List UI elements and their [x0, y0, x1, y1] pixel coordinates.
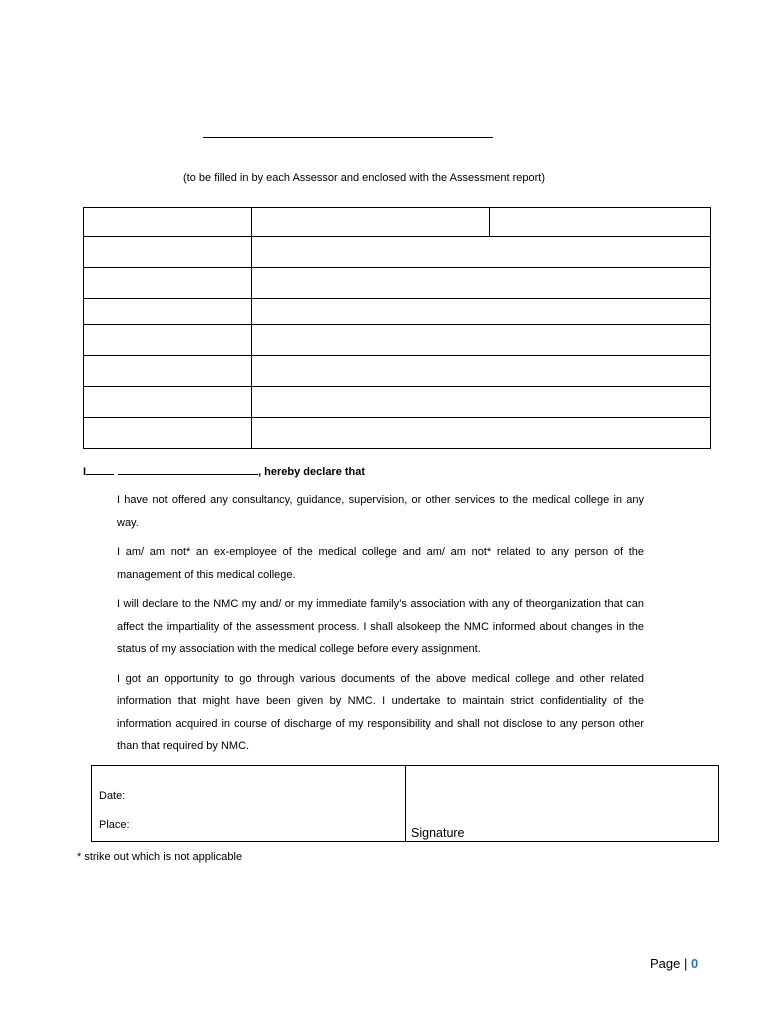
declaration-heading: [83, 464, 365, 478]
footnote: * strike out which is not applicable: [77, 851, 243, 863]
declaration-prefix: I: [83, 466, 87, 478]
date-label: Date:: [99, 790, 126, 802]
page-number-footer: [650, 956, 698, 971]
declaration-suffix: , hereby declare that: [258, 466, 366, 478]
assessor-info-table: [83, 207, 711, 449]
table-cell[interactable]: [490, 208, 711, 237]
declaration-paragraph: I have not offered any consultancy, guidance, supervision, or other services to the medical college in any way.: [117, 494, 644, 529]
table-row: [84, 387, 711, 418]
table-cell[interactable]: [84, 299, 252, 325]
table-cell[interactable]: [84, 237, 252, 268]
title-blank-line: [203, 137, 493, 138]
signature-table: [91, 765, 719, 842]
declaration-paragraph: I am/ am not* an ex-employee of the medical college and am/ am not* related to any person of the management of this medical college.: [117, 546, 644, 581]
table-cell[interactable]: [252, 268, 711, 299]
table-cell[interactable]: [84, 268, 252, 299]
table-row: [84, 418, 711, 449]
table-row: [84, 325, 711, 356]
declaration-paragraph: I will declare to the NMC my and/ or my immediate family’s association with any of theorganization that can affect the impartiality of the assessment process. I shall alsokeep the NMC informed about changes in the status of my association with the medical college before every assignment.: [117, 598, 644, 655]
signature-cell[interactable]: [406, 766, 719, 842]
table-cell[interactable]: [84, 387, 252, 418]
name-blank[interactable]: [118, 464, 258, 475]
name-blank-short[interactable]: [86, 464, 114, 475]
table-cell[interactable]: [252, 387, 711, 418]
table-cell[interactable]: [252, 299, 711, 325]
page-number: 0: [690, 956, 699, 971]
table-cell[interactable]: [252, 356, 711, 387]
table-cell[interactable]: [252, 418, 711, 449]
signature-label: Signature: [411, 826, 465, 840]
page-label: Page |: [650, 956, 691, 971]
form-subtitle: (to be filled in by each Assessor and enclosed with the Assessment report): [183, 172, 545, 184]
table-cell[interactable]: [84, 325, 252, 356]
table-cell[interactable]: [252, 208, 490, 237]
table-cell[interactable]: [84, 418, 252, 449]
table-cell[interactable]: [252, 325, 711, 356]
declaration-body: [117, 489, 644, 765]
table-row: [84, 299, 711, 325]
table-cell[interactable]: [84, 208, 252, 237]
place-label: Place:: [99, 819, 130, 831]
declaration-paragraph: I got an opportunity to go through various documents of the above medical college and other related information that might have been given by NMC. I undertake to maintain strict confidentiality of the information acquired in course of discharge of my responsibility and shall not disclose to any person other than that required by NMC.: [117, 672, 644, 752]
table-cell[interactable]: [252, 237, 711, 268]
table-row: [84, 356, 711, 387]
table-row: [84, 268, 711, 299]
table-cell[interactable]: [84, 356, 252, 387]
table-row: [84, 208, 711, 237]
table-row: [84, 237, 711, 268]
date-place-cell[interactable]: [92, 766, 406, 842]
